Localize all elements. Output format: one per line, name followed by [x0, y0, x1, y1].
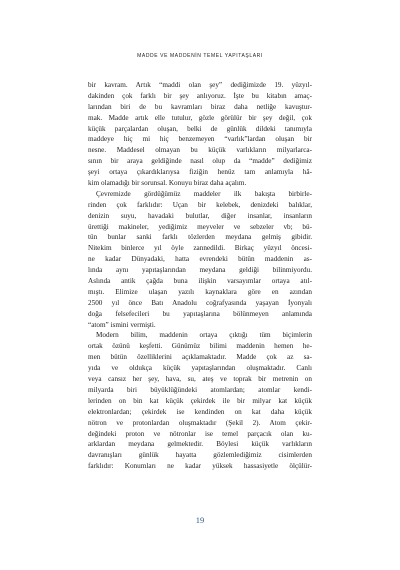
text-line: veya cansız her şey, hava, su, ateş ve toprak bir metrenin on: [88, 375, 312, 384]
paragraph: [88, 80, 312, 189]
text-line: elektronlardan; çekirdek ise kendinden on kat daha küçük: [88, 407, 312, 416]
text-line: 2500 yıl önce Batı Anadolu coğrafyasında yaşayan İyonyalı: [88, 298, 312, 307]
paragraph: [88, 189, 312, 331]
paragraph: [88, 330, 312, 472]
text-line: davranışları günlük hayatta gözlemlediğimiz cisimlerden: [88, 451, 312, 460]
text-line: lında aynı yapıtaşlarından meydana geldiği bilinmiyordu.: [88, 266, 312, 275]
text-line: milyarda biri büyüklüğündeki atomlardan; atomlar kendi-: [88, 385, 312, 394]
text-line: farklıdır: Konumları ne kadar yüksek hassasiyetle ölçülür-: [88, 462, 312, 471]
text-line: bir kavram. Artık “maddi olan şey” dediğimizde 19. yüzyıl-: [88, 81, 312, 89]
running-head: MADDE VE MADDENİN TEMEL YAPITAŞLARI: [137, 53, 263, 59]
text-line: yıda ve oldukça küçük yapıtaşlarından oluşmaktadır. Canlı: [88, 364, 312, 373]
text-line: ne kadar Dünyadaki, hatta evrendeki bütün maddenin as-: [88, 255, 312, 264]
text-line: rinden çok farklıdır: Uçan bir kelebek, denizdeki balıklar,: [88, 200, 312, 209]
text-line: arklardan meydana gelmektedir. Böylesi küçük varlıkların: [88, 440, 312, 449]
text-line: küçük parçalardan oluşan, belki de günlük dildeki tanımıyla: [88, 124, 312, 133]
text-line: kim olamadığı bir sorunsal. Konuyu biraz daha açalım.: [88, 179, 247, 188]
text-line: denizin suyu, havadaki bulutlar, diğer insanlar, insanların: [88, 211, 312, 220]
text-line: ürettiği makineler, yediğimiz meyveler ve sebzeler vb; bü-: [88, 222, 312, 231]
text-line: larından biri de bu kavramları biraz daha netliğe kavuştur-: [88, 102, 312, 111]
body-text: [88, 80, 312, 472]
text-line: Nitekim binlerce yıl öyle zannedildi. Birkaç yüzyıl öncesi-: [88, 244, 312, 253]
text-line: mıştı. Elimize ulaşan yazılı kaynaklara göre en azından: [88, 287, 312, 296]
page-number: 19: [195, 515, 205, 525]
text-line: mak. Madde artık elle tutulur, gözle görülür bir şey değil, çok: [88, 113, 312, 122]
text-line: şeyi ortaya çıkardıklarıysa fiziğin henüz tam anlamıyla hâ-: [88, 168, 312, 177]
text-line: lerinden on bin kat küçük çekirdek ile bir milyar kat küçük: [88, 396, 312, 405]
text-line: “atom” ismini vermişti.: [88, 320, 156, 329]
text-line: doğa felsefecileri bu yapıtaşlarına bölünmeyen anlamında: [88, 309, 312, 318]
text-line: nesne. Maddesel olmayan bu küçük varlıkların milyarlarca-: [88, 146, 312, 155]
text-line: Aslında antik çağda buna ilişkin varsayımlar ortaya atıl-: [88, 277, 312, 286]
text-line: sının bir araya geldiğinde nasıl olup da “madde” dediğimiz: [88, 157, 312, 166]
text-line: ortak özünü keşfetti. Günümüz bilimi maddenin hemen he-: [88, 342, 312, 351]
text-line: değindeki proton ve nötronlar ise temel parçacık olan ku-: [88, 429, 312, 438]
text-line: Çevremizde gördüğümüz maddeler ilk bakışta birbirle-: [96, 189, 312, 198]
text-line: dakinden çok farklı bir şey anlıyoruz. İşte bu kitabın amaç-: [88, 91, 312, 100]
text-line: Modern bilim, maddenin ortaya çıktığı tüm biçimlerin: [96, 331, 312, 340]
text-line: maddeye hiç mi hiç benzemeyen “varlık”lardan oluşan bir: [88, 135, 312, 144]
text-line: nötron ve protonlardan oluşmaktadır (Şekil 2). Atom çekir-: [88, 418, 312, 427]
text-line: men bütün özelliklerini açıklamaktadır. Madde çok az sa-: [88, 353, 312, 362]
text-line: tün bunlar sanki farklı tözlerden meydana gelmiş gibidir.: [88, 233, 312, 242]
